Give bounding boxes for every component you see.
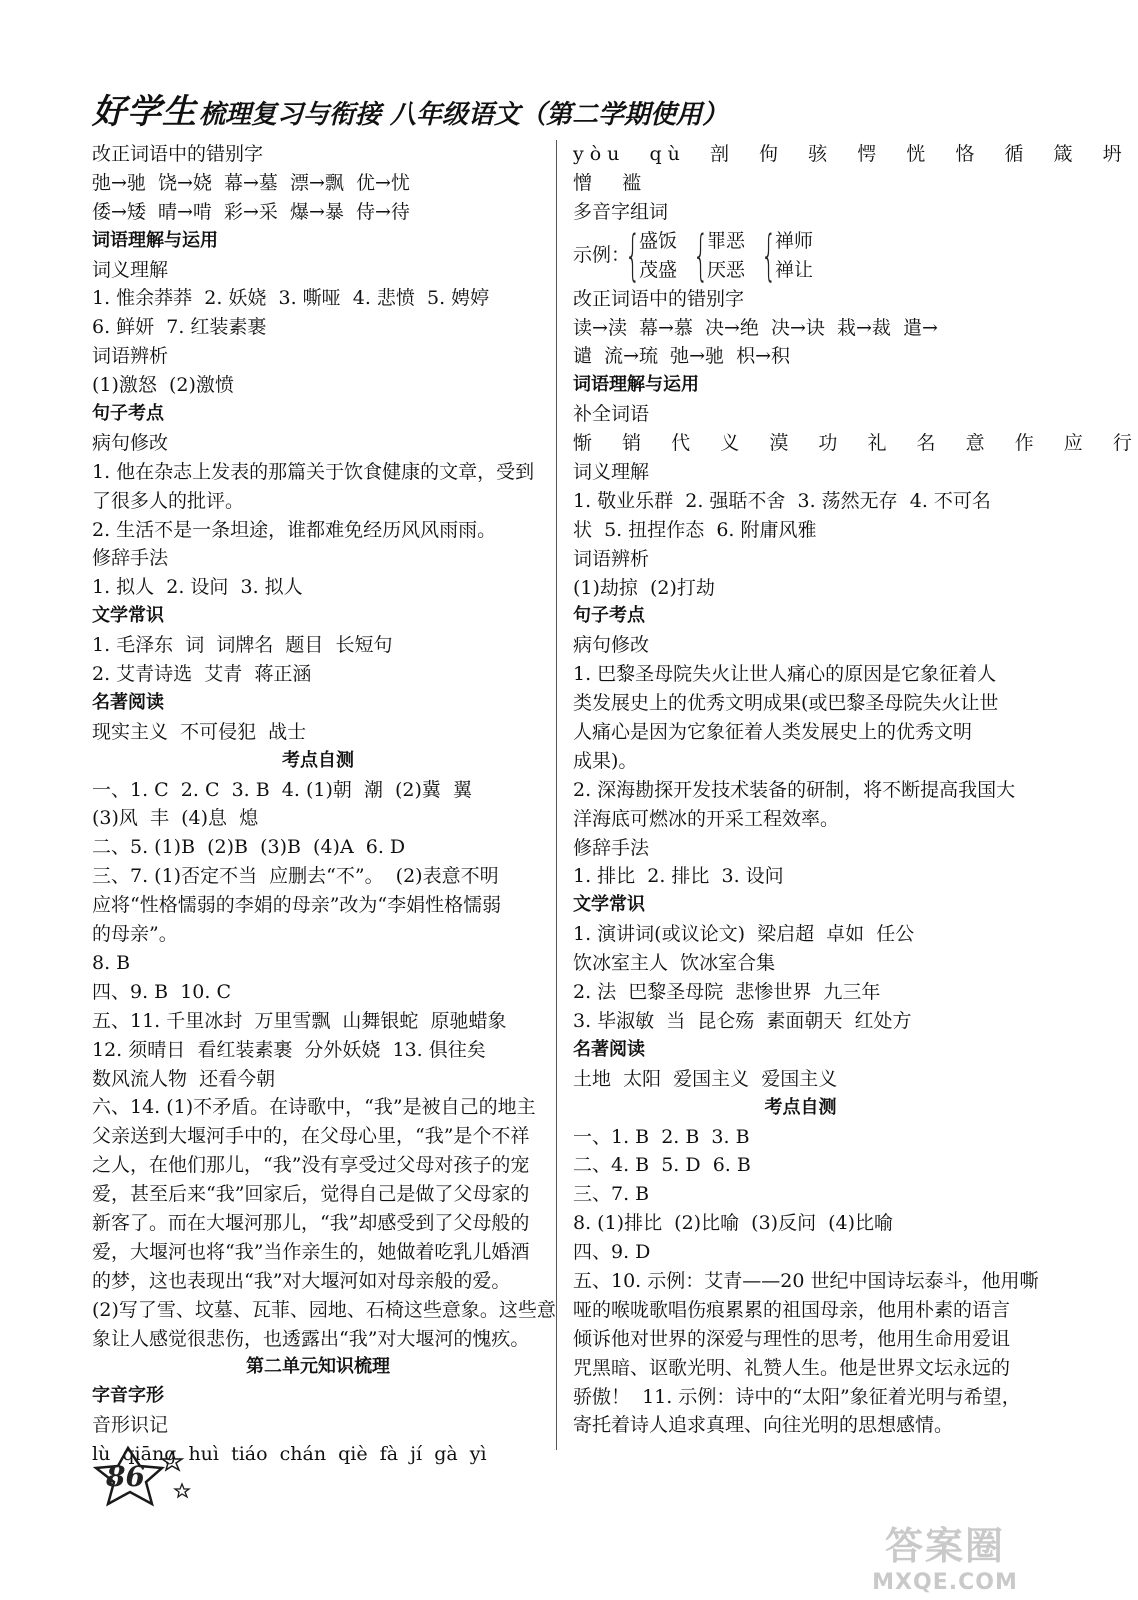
left-text-line: lù qiāng huì tiáo chán qiè fà jí gà yì <box>92 1443 487 1466</box>
left-section-heading: 词语理解与运用 <box>92 229 218 251</box>
right-text-line: 读→渎 幕→慕 决→绝 决→诀 栽→裁 遣→ <box>573 316 938 339</box>
left-text-line: 1. 毛泽东 词 词牌名 题目 长短句 <box>92 634 393 657</box>
left-section-heading: 句子考点 <box>92 403 164 425</box>
right-text-line: 成果)。 <box>573 749 638 772</box>
right-text-line: 饮冰室主人 饮冰室合集 <box>573 952 776 975</box>
left-text-line: 应将“性格懦弱的李娟的母亲”改为“李娟性格懦弱 <box>92 894 502 917</box>
left-text-line: 了很多人的批评。 <box>92 489 245 512</box>
right-text-line: 病句修改 <box>573 634 650 657</box>
left-section-heading: 文学常识 <box>92 605 164 627</box>
page-number: 86 <box>106 1460 145 1493</box>
right-text-line: 寄托着诗人追求真理、向往光明的思想感情。 <box>573 1414 954 1437</box>
left-text-line: 音形识记 <box>92 1414 169 1437</box>
left-text-line: 爱，大堰河也将“我”当作亲生的，她做着吃乳儿婚酒 <box>92 1240 530 1263</box>
left-text-line: (2)写了雪、坟墓、瓦菲、园地、石椅这些意象。这些意 <box>92 1298 556 1321</box>
left-text-line: 二、5. (1)B (2)B (3)B (4)A 6. D <box>92 836 406 859</box>
left-center-heading: 考点自测 <box>282 749 354 771</box>
right-text-line: 类发展史上的优秀文明成果(或巴黎圣母院失火让世 <box>573 692 999 715</box>
left-text-line: 数风流人物 还看今朝 <box>92 1067 276 1090</box>
left-text-line: 6. 鲜妍 7. 红装素裹 <box>92 316 267 339</box>
left-text-line: 父亲送到大堰河手中的，在父母心里，“我”是个不祥 <box>92 1125 530 1148</box>
example-word: 盛饭 <box>639 229 678 252</box>
example-label: 示例： <box>573 243 631 266</box>
right-text-line: 五、10. 示例：艾青——20 世纪中国诗坛泰斗，他用嘶 <box>573 1269 1039 1292</box>
example-words-c <box>775 227 813 285</box>
right-text-line: 骄傲！ 11. 示例：诗中的“太阳”象征着光明与希望， <box>573 1385 1021 1408</box>
example-word: 罪恶 <box>707 229 746 252</box>
right-text-line: 改正词语中的错别字 <box>573 287 745 310</box>
right-text-line: 哑的喉咙歌唱伤痕累累的祖国母亲，他用朴素的语言 <box>573 1298 1011 1321</box>
left-text-line: 爱，甚至后来“我”回家后，觉得自己是做了父母家的 <box>92 1183 530 1206</box>
right-center-heading: 考点自测 <box>764 1096 837 1118</box>
left-text-line: 象让人感觉很悲伤，也透露出“我”对大堰河的愧疚。 <box>92 1327 530 1350</box>
right-text-line: 1. 敬业乐群 2. 强聒不舍 3. 荡然无存 4. 不可名 <box>573 489 991 512</box>
left-section-heading: 名著阅读 <box>92 691 164 713</box>
watermark-url: MXQE.COM <box>872 1570 1018 1595</box>
left-text-line: 五、11. 千里冰封 万里雪飘 山舞银蛇 原驰蜡象 <box>92 1009 507 1032</box>
example-word: 茂盛 <box>639 258 678 281</box>
left-center-heading: 第二单元知识梳理 <box>246 1356 390 1378</box>
right-text-line: 咒黑暗、讴歌光明、礼赞人生。他是世界文坛永远的 <box>573 1356 1011 1379</box>
book-brand-title: 好学生 <box>92 92 197 132</box>
right-text-line: 1. 巴黎圣母院失火让世人痛心的原因是它象征着人 <box>573 663 997 686</box>
left-text-line: 现实主义 不可侵犯 战士 <box>92 720 307 743</box>
page-header <box>92 84 992 132</box>
left-section-heading: 字音字形 <box>92 1385 164 1407</box>
right-text-line: 憎 褴 <box>573 171 648 194</box>
left-text-line: 弛→驰 饶→娆 幕→墓 漂→飘 优→忧 <box>92 171 410 194</box>
left-text-line: 的梦，这也表现出“我”对大堰河如对母亲般的爱。 <box>92 1269 511 1292</box>
right-text-line: 1. 演讲词(或议论文) 梁启超 卓如 任公 <box>573 923 915 946</box>
right-text-line: 补全词语 <box>573 403 650 426</box>
left-text-line: 改正词语中的错别字 <box>92 143 264 165</box>
right-text-line: 状 5. 扭捏作态 6. 附庸风雅 <box>573 518 817 541</box>
right-text-line: 四、9. D <box>573 1241 651 1264</box>
left-text-line: 1. 拟人 2. 设问 3. 拟人 <box>92 576 303 599</box>
right-text-line: 土地 太阳 爱国主义 爱国主义 <box>573 1067 838 1090</box>
polyphone-example-group <box>573 223 1028 287</box>
left-text-line: 之人，在他们那儿，“我”没有享受过父母对孩子的宠 <box>92 1154 530 1177</box>
left-text-line: 词义理解 <box>92 258 169 281</box>
left-brace-icon: { <box>761 223 777 287</box>
right-text-line: 3. 毕淑敏 当 昆仑殇 素面朝天 红处方 <box>573 1009 912 1032</box>
right-text-line: 修辞手法 <box>573 836 650 859</box>
left-text-line: 一、1. C 2. C 3. B 4. (1)朝 潮 (2)冀 翼 <box>92 778 473 801</box>
right-section-heading: 句子考点 <box>573 605 645 627</box>
left-text-line: 8. B <box>92 951 131 974</box>
column-divider <box>556 140 557 1450</box>
right-text-line: 2. 深海勘探开发技术装备的研制，将不断提高我国大 <box>573 778 1016 801</box>
right-text-line: 谴 流→琉 弛→驰 枳→积 <box>573 345 790 368</box>
left-column <box>92 140 556 1469</box>
right-text-line: 词语辨析 <box>573 547 650 570</box>
left-text-line: 六、14. (1)不矛盾。在诗歌中，“我”是被自己的地主 <box>92 1096 536 1119</box>
right-text-line: 多音字组词 <box>573 200 669 223</box>
example-word: 禅让 <box>775 258 814 281</box>
example-words-b <box>707 227 745 285</box>
right-text-line: 人痛心是因为它象征着人类发展史上的优秀文明 <box>573 721 973 744</box>
left-text-line: 词语辨析 <box>92 345 169 368</box>
site-watermark <box>845 1515 1045 1595</box>
left-brace-icon: { <box>693 223 709 287</box>
left-brace-icon: { <box>625 223 641 287</box>
right-text-line: 倾诉他对世界的深爱与理性的思考，他用生命用爱诅 <box>573 1327 1011 1350</box>
left-text-line: 修辞手法 <box>92 547 169 570</box>
example-word: 厌恶 <box>707 258 746 281</box>
left-text-line: 2. 生活不是一条坦途，谁都难免经历风风雨雨。 <box>92 518 497 541</box>
right-section-heading: 词语理解与运用 <box>573 374 699 396</box>
right-text-line: (1)劫掠 (2)打劫 <box>573 576 715 599</box>
page-number-badge <box>88 1446 198 1506</box>
right-text-line: 2. 法 巴黎圣母院 悲惨世界 九三年 <box>573 981 881 1004</box>
right-section-heading: 文学常识 <box>573 894 645 916</box>
watermark-logo-text: 答案圈 <box>884 1524 1005 1568</box>
right-text-line: 1. 排比 2. 排比 3. 设问 <box>573 865 784 888</box>
book-subtitle: 梳理复习与衔接 八年级语文（第二学期使用） <box>199 100 729 130</box>
left-text-line: 1. 他在杂志上发表的那篇关于饮食健康的文章，受到 <box>92 460 535 483</box>
right-text-line: 三、7. B <box>573 1183 650 1206</box>
left-text-line: 三、7. (1)否定不当 应删去“不”。 (2)表意不明 <box>92 865 499 888</box>
left-text-line: (3)风 丰 (4)息 熄 <box>92 807 259 830</box>
left-text-line: 12. 须晴日 看红装素裹 分外妖娆 13. 俱往矣 <box>92 1038 486 1061</box>
right-text-line: 惭 销 代 义 漠 功 礼 名 意 作 应 行 <box>573 432 1138 455</box>
right-column <box>573 140 1138 1440</box>
right-text-line: 洋海底可燃冰的开采工程效率。 <box>573 807 840 830</box>
example-words-a <box>639 227 677 285</box>
left-text-line: 四、9. B 10. C <box>92 980 232 1003</box>
left-text-line: 2. 艾青诗选 艾青 蒋正涵 <box>92 663 312 686</box>
right-text-line: 词义理解 <box>573 461 650 484</box>
left-text-line: 新客了。而在大堰河那儿，“我”却感受到了父母般的 <box>92 1211 530 1234</box>
left-text-line: 1. 惟余莽莽 2. 妖娆 3. 嘶哑 4. 悲愤 5. 娉婷 <box>92 287 490 310</box>
right-text-line: 一、1. B 2. B 3. B <box>573 1125 750 1148</box>
right-section-heading: 名著阅读 <box>573 1038 645 1060</box>
left-text-line: 病句修改 <box>92 431 169 454</box>
right-text-line: 8. (1)排比 (2)比喻 (3)反问 (4)比喻 <box>573 1212 894 1235</box>
example-word: 禅师 <box>775 229 814 252</box>
left-text-line: 倭→矮 晴→啃 彩→采 爆→暴 侍→待 <box>92 200 410 223</box>
left-text-line: (1)激怒 (2)激愤 <box>92 374 234 397</box>
right-text-line: 二、4. B 5. D 6. B <box>573 1154 751 1177</box>
right-text-line: yòu qù 剖 佝 骇 愕 恍 恪 循 箴 坍 <box>573 143 1128 165</box>
left-text-line: 的母亲”。 <box>92 923 178 946</box>
